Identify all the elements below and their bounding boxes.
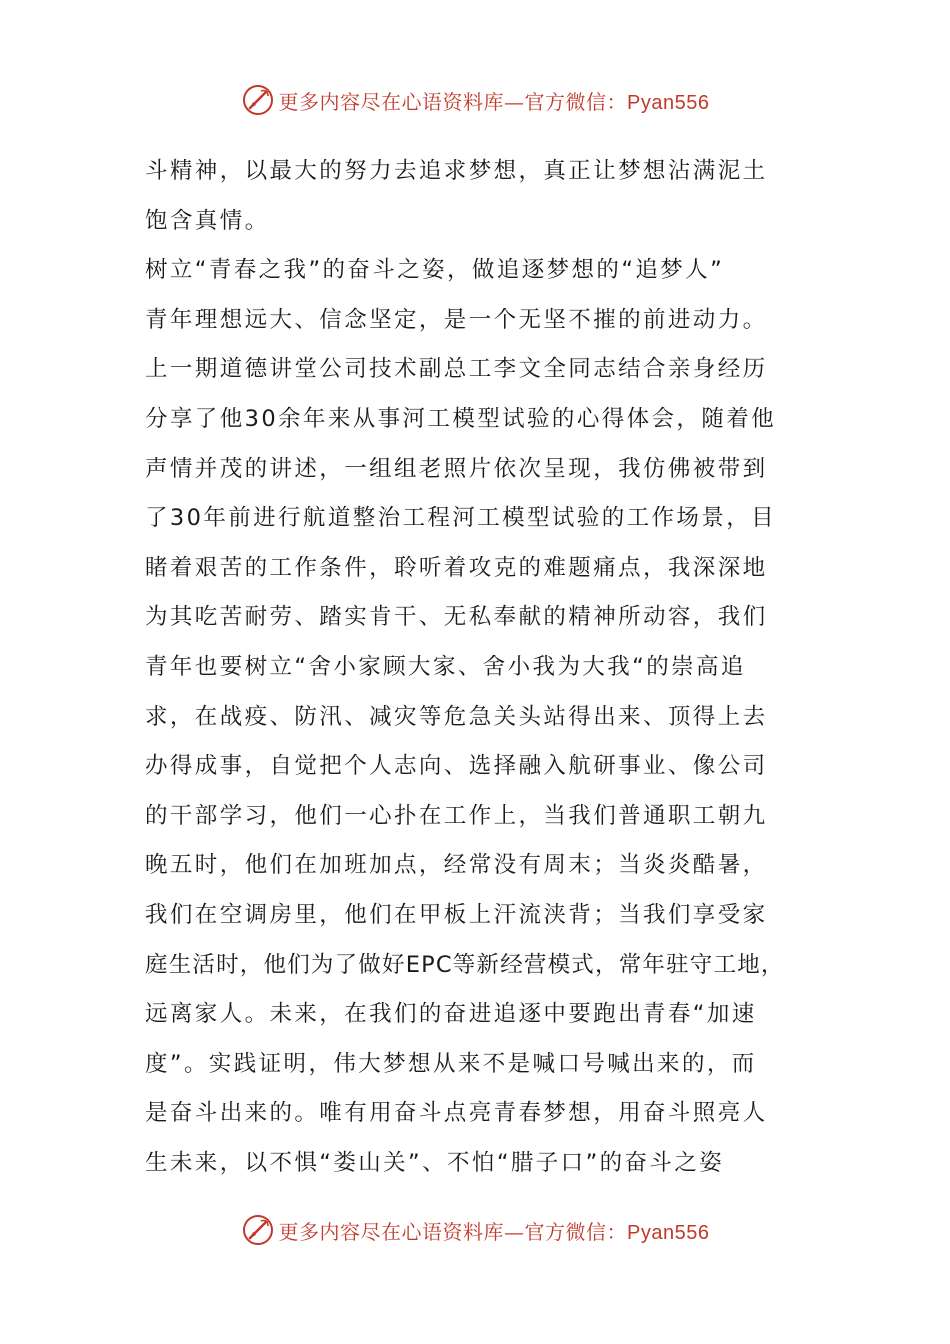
body-line: 斗精神，以最大的努力去追求梦想，真正让梦想沾满泥土 xyxy=(145,158,768,184)
body-line: 分享了他30余年来从事河工模型试验的心得体会，随着他 xyxy=(145,405,777,432)
body-line: 办得成事，自觉把个人志向、选择融入航研事业、像公司 xyxy=(145,753,768,780)
document-body xyxy=(145,147,815,1188)
body-line: 了30年前进行航道整治工程河工模型试验的工作场景，目 xyxy=(145,505,777,532)
body-line: 声情并茂的讲述，一组组老照片依次呈现，我仿佛被带到 xyxy=(145,455,768,482)
header-banner-text: 更多内容尽在心语资料库—官方微信： xyxy=(278,89,628,114)
body-line: 为其吃苦耐劳、踏实肯干、无私奉献的精神所动容，我们 xyxy=(145,604,768,631)
pen-logo-icon xyxy=(241,1213,275,1247)
body-line: 饱含真情。 xyxy=(145,207,270,234)
footer-banner-text: 更多内容尽在心语资料库—官方微信： xyxy=(278,1219,628,1244)
body-line: 树立“青春之我”的奋斗之姿，做追逐梦想的“追梦人” xyxy=(145,257,725,284)
body-line: 是奋斗出来的。唯有用奋斗点亮青春梦想，用奋斗照亮人 xyxy=(145,1100,768,1127)
body-line: 庭生活时，他们为了做好EPC等新经营模式，常年驻守工地， xyxy=(145,951,785,978)
footer-wechat-id: Pyan556 xyxy=(627,1221,710,1244)
body-line: 睹着艰苦的工作条件，聆听着攻克的难题痛点，我深深地 xyxy=(145,554,768,581)
body-line: 晚五时，他们在加班加点，经常没有周末；当炎炎酷暑， xyxy=(145,852,768,879)
body-line: 我们在空调房里，他们在甲板上汗流浃背；当我们享受家 xyxy=(145,901,768,928)
body-line: 上一期道德讲堂公司技术副总工李文全同志结合亲身经历 xyxy=(145,356,768,383)
body-line: 远离家人。未来，在我们的奋进追逐中要跑出青春“加速 xyxy=(145,1001,757,1028)
body-line: 度”。实践证明，伟大梦想从来不是喊口号喊出来的，而 xyxy=(145,1050,757,1077)
body-line: 生未来，以不惧“娄山关”、不怕“腊子口”的奋斗之姿 xyxy=(145,1149,725,1176)
header-banner xyxy=(0,80,950,120)
footer-banner xyxy=(0,1210,950,1250)
pen-logo-icon xyxy=(241,83,275,117)
header-wechat-id: Pyan556 xyxy=(627,91,710,114)
body-line: 青年理想远大、信念坚定，是一个无坚不摧的前进动力。 xyxy=(145,306,768,333)
body-line: 求，在战疫、防汛、减灾等危急关头站得出来、顶得上去 xyxy=(145,703,768,730)
body-line: 的干部学习，他们一心扑在工作上，当我们普通职工朝九 xyxy=(145,802,768,829)
body-line: 青年也要树立“舍小家顾大家、舍小我为大我“的崇高追 xyxy=(145,653,746,680)
